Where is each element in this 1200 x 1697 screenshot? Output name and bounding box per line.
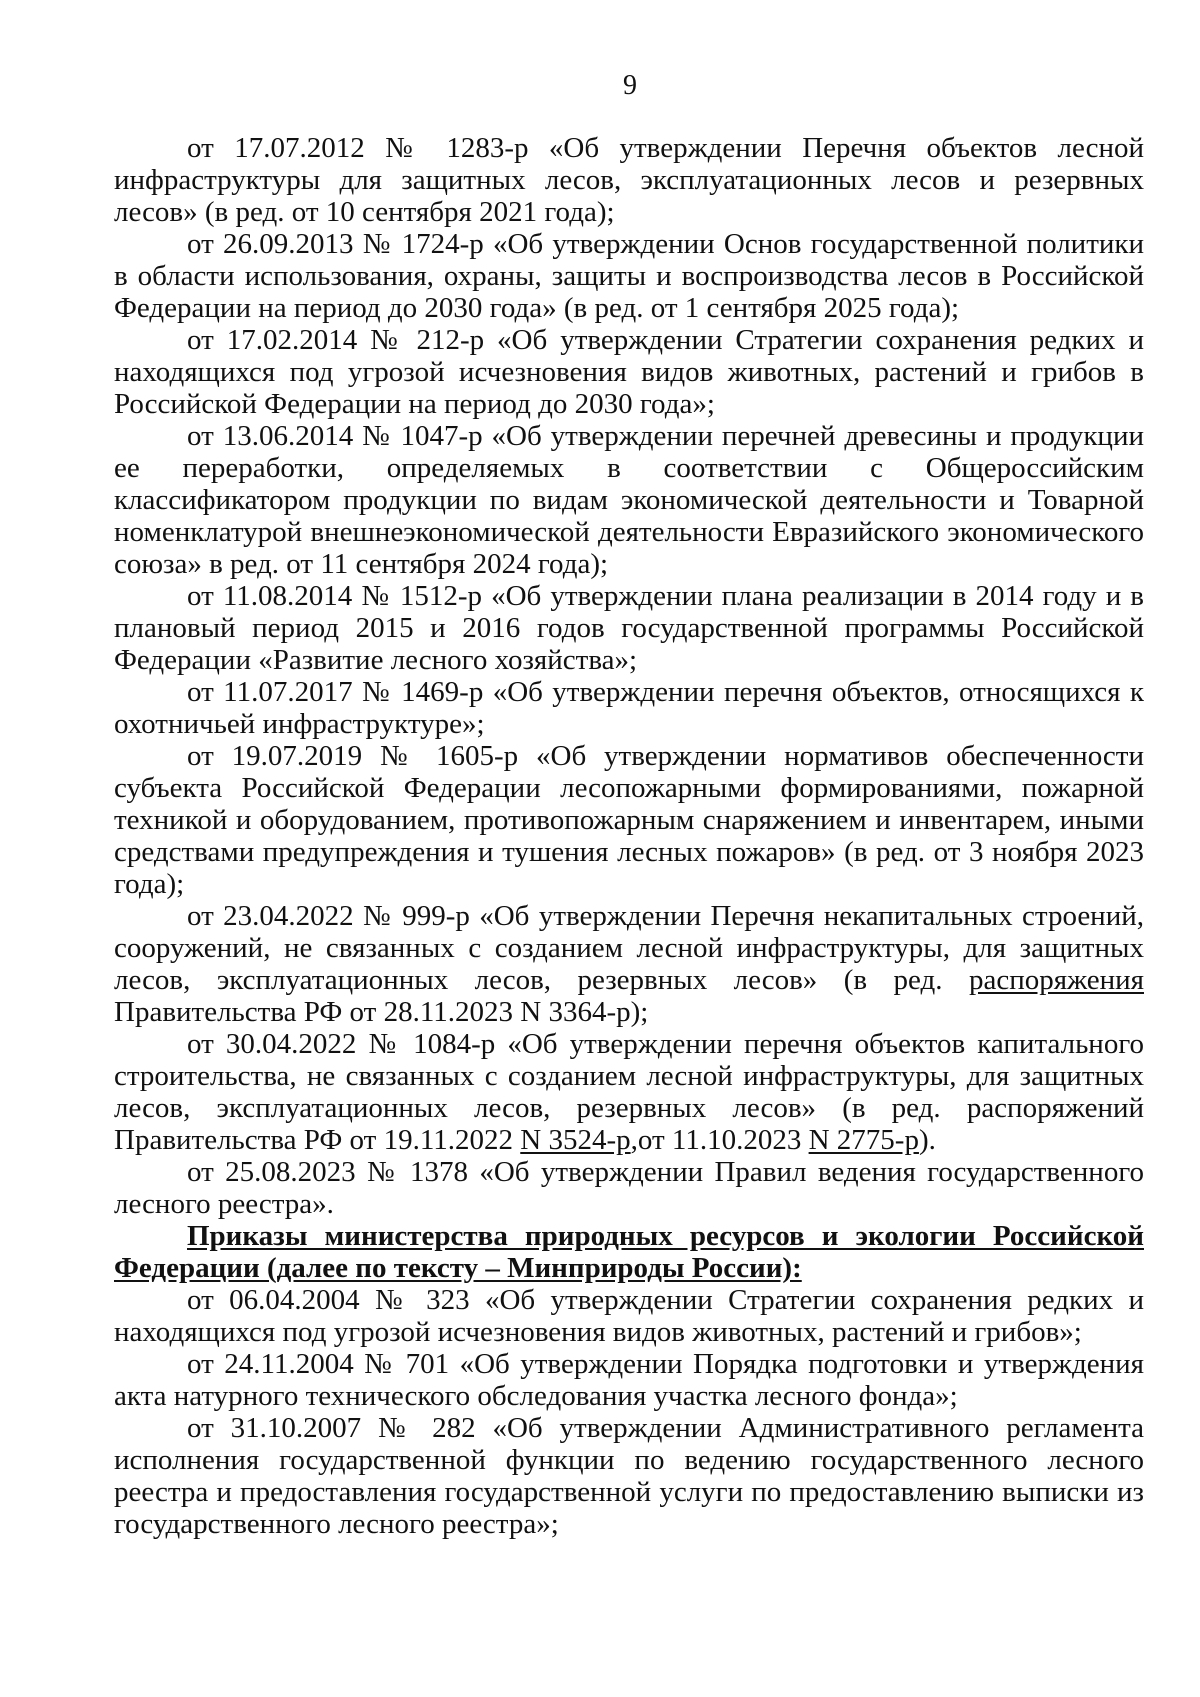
document-body xyxy=(114,132,1144,1540)
decree-item-1724: от 26.09.2013 № 1724-р «Об утверждении Основ государственной политики в области использования, охраны, защиты и воспроизводства лесов в Российской Федерации на период до 2030 года» (в ред. от 1 сентября 2025 года); xyxy=(114,228,1144,324)
page-number: 9 xyxy=(623,70,637,101)
decree-1084-text-2: ,от 11.10.2023 xyxy=(630,1124,809,1156)
decree-1084-link-3524[interactable]: N 3524-р xyxy=(520,1124,631,1156)
order-item-282: от 31.10.2007 № 282 «Об утверждении Административного регламента исполнения государственной функции по ведению государственного лесного реестра и предоставления государственной услуги по предоставлению выписки из государственного лесного реестра»; xyxy=(114,1412,1144,1540)
decree-item-1047: от 13.06.2014 № 1047-р «Об утверждении перечней древесины и продукции ее переработки, определяемых в соответствии с Общероссийским классификатором продукции по видам экономической деятельности и Товарной номенклатурой внешнеэкономической деятельности Евразийского экономического союза» в ред. от 11 сентября 2024 года); xyxy=(114,420,1144,580)
decree-item-1378: от 25.08.2023 № 1378 «Об утверждении Правил ведения государственного лесного реестра». xyxy=(114,1156,1144,1220)
decree-item-1084 xyxy=(114,1028,1144,1156)
decree-item-1512: от 11.08.2014 № 1512-р «Об утверждении плана реализации в 2014 году и в плановый период 2015 и 2016 годов государственной программы Российской Федерации «Развитие лесного хозяйства»; xyxy=(114,580,1144,676)
decree-1084-text-3: ). xyxy=(918,1124,936,1156)
decree-item-999 xyxy=(114,900,1144,1028)
decree-item-1605: от 19.07.2019 № 1605-р «Об утверждении нормативов обеспеченности субъекта Российской Федерации лесопожарными формированиями, пожарной техникой и оборудованием, противопожарным снаряжением и инвентарем, иными средствами предупреждения и тушения лесных пожаров» (в ред. от 3 ноября 2023 года); xyxy=(114,740,1144,900)
section-heading-minprirody-orders: Приказы министерства природных ресурсов и экологии Российской Федерации (далее по тексту – Минприроды России): xyxy=(114,1220,1144,1284)
order-item-323: от 06.04.2004 № 323 «Об утверждении Стратегии сохранения редких и находящихся под угрозой исчезновения видов животных, растений и грибов»; xyxy=(114,1284,1144,1348)
decree-999-link-rasporyazheniya[interactable]: распоряжения xyxy=(968,964,1144,996)
decree-item-212: от 17.02.2014 № 212-р «Об утверждении Стратегии сохранения редких и находящихся под угрозой исчезновения видов животных, растений и грибов в Российской Федерации на период до 2030 года»; xyxy=(114,324,1144,420)
decree-item-1469: от 11.07.2017 № 1469-р «Об утверждении перечня объектов, относящихся к охотничьей инфраструктуре»; xyxy=(114,676,1144,740)
order-item-701: от 24.11.2004 № 701 «Об утверждении Порядка подготовки и утверждения акта натурного технического обследования участка лесного фонда»; xyxy=(114,1348,1144,1412)
decree-999-text-1: от 23.04.2022 № 999-р «Об утверждении Перечня некапитальных строений, сооружений, не связанных с созданием лесной инфраструктуры, для защитных лесов, эксплуатационных лесов, резервных лесов» (в ред. xyxy=(114,900,1144,996)
decree-999-text-2: Правительства РФ от 28.11.2023 N 3364-р); xyxy=(114,996,649,1028)
decree-1084-text-1: от 30.04.2022 № 1084-р «Об утверждении перечня объектов капитального строительства, не связанных с созданием лесной инфраструктуры, для защитных лесов, эксплуатационных лесов, резервных лесов» (в ред. распоряжений Правительства РФ от 19.11.2022 xyxy=(114,1028,1144,1156)
decree-item-1283: от 17.07.2012 № 1283-р «Об утверждении Перечня объектов лесной инфраструктуры для защитных лесов, эксплуатационных лесов и резервных лесов» (в ред. от 10 сентября 2021 года); xyxy=(114,132,1144,228)
decree-1084-link-2775[interactable]: N 2775-р xyxy=(808,1124,919,1156)
